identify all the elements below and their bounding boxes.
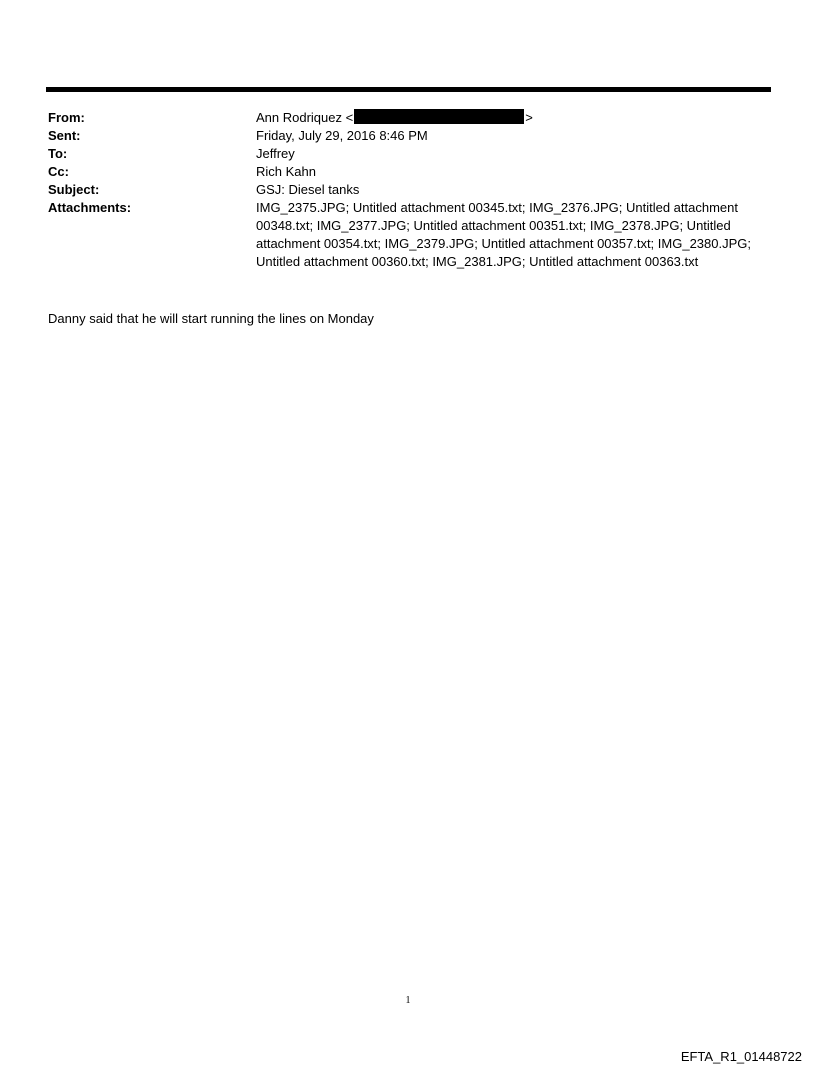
- cc-value: Rich Kahn: [256, 164, 316, 179]
- cc-row: [48, 163, 770, 181]
- subject-label: Subject:: [48, 182, 100, 197]
- cc-label: Cc:: [48, 164, 69, 179]
- sender-email-open: <: [345, 110, 354, 125]
- from-label: From:: [48, 110, 85, 125]
- redacted-sender-email: [354, 109, 524, 124]
- document-id: EFTA_R1_01448722: [680, 1049, 802, 1064]
- subject-row: [48, 181, 770, 199]
- sender-name: Ann Rodriquez: [256, 110, 342, 125]
- attachments-value: IMG_2375.JPG; Untitled attachment 00345.txt; IMG_2376.JPG; Untitled attachment 00348.txt; IMG_2377.JPG; Untitled attachment 00351.txt; IMG_2378.JPG; Untitled attachment 00354.txt; IMG_2379.JPG; Untitled attachment 00357.txt; IMG_2380.JPG; Untitled attachment 00360.txt; IMG_2381.JPG; Untitled attachment 00363.txt: [256, 200, 751, 269]
- to-row: [48, 145, 770, 163]
- attachments-label: Attachments:: [48, 200, 132, 215]
- sent-value: Friday, July 29, 2016 8:46 PM: [256, 128, 428, 143]
- attachments-row: [48, 199, 770, 271]
- email-header: [48, 109, 770, 271]
- from-row: [48, 109, 770, 127]
- sent-row: [48, 127, 770, 145]
- to-value: Jeffrey: [256, 146, 295, 161]
- email-body: Danny said that he will start running the lines on Monday: [48, 311, 374, 326]
- header-rule: [46, 87, 771, 92]
- from-value: [256, 109, 770, 127]
- sent-label: Sent:: [48, 128, 81, 143]
- sender-email-close: >: [525, 110, 533, 125]
- to-label: To:: [48, 146, 68, 161]
- subject-value: GSJ: Diesel tanks: [256, 182, 360, 197]
- page-number: 1: [405, 995, 411, 1006]
